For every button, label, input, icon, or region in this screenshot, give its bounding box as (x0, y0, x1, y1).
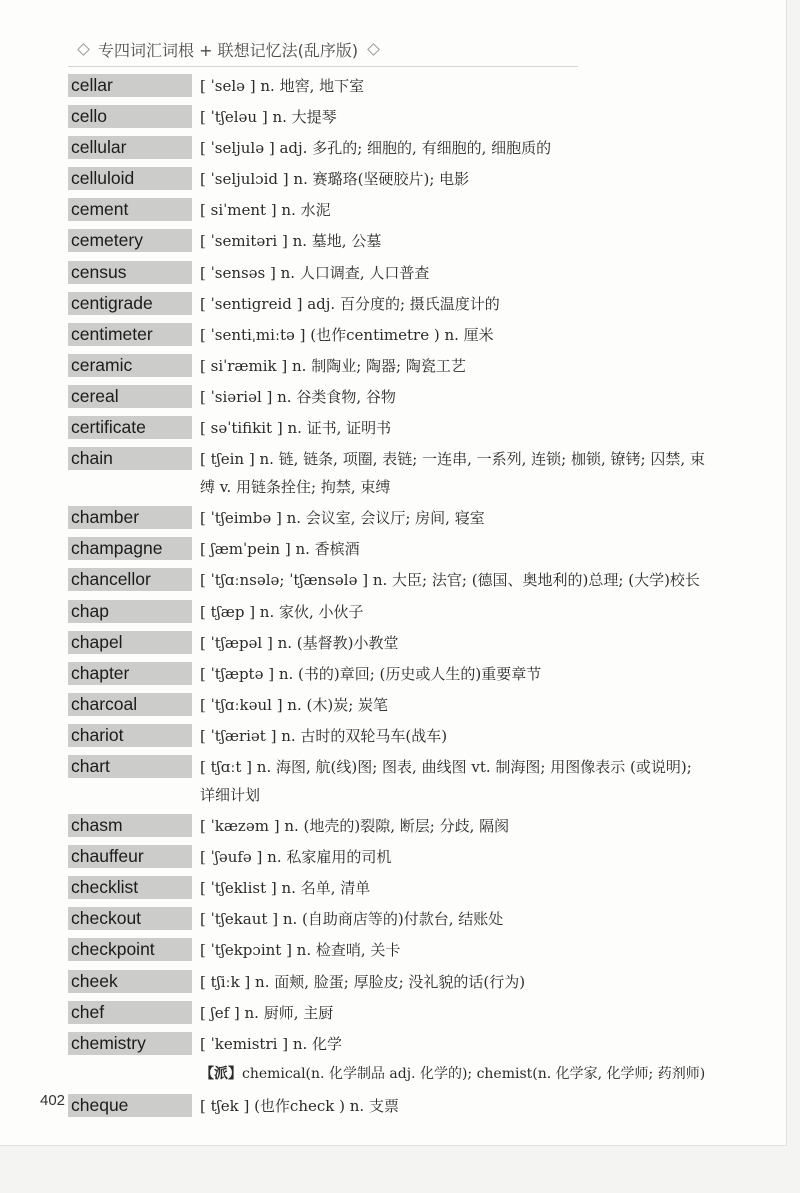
definition: [ siˈment ] n. 水泥 (200, 201, 331, 220)
definition: [ ˈsiəriəl ] n. 谷类食物, 谷物 (200, 387, 396, 406)
definition: [ ˈtʃæptə ] n. (书的)章回; (历史或人生的)重要章节 (200, 664, 542, 683)
definition: [ ˈsentigreid ] adj. 百分度的; 摄氏温度计的 (200, 294, 500, 313)
headword: champagne (68, 537, 192, 560)
headword: chemistry (68, 1032, 192, 1055)
headword: chamber (68, 506, 192, 529)
vocab-entry (68, 261, 708, 287)
definition: [ ˈtʃeklist ] n. 名单, 清单 (200, 879, 371, 898)
definition: [ tʃæp ] n. 家伙, 小伙子 (200, 602, 364, 621)
definition: [ tʃein ] n. 链, 链条, 项圈, 表链; 一连串, 一系列, 连锁; 枷锁, 镣铐; 囚禁, 束缚 v. 用链条拴住; 拘禁, 束缚 (200, 450, 705, 497)
headword: chauffeur (68, 845, 192, 868)
definition: [ ˈtʃeləu ] n. 大提琴 (200, 108, 337, 127)
definition: [ səˈtifikit ] n. 证书, 证明书 (200, 419, 392, 438)
vocab-entry (68, 755, 708, 809)
definition: [ tʃiːk ] n. 面颊, 脸蛋; 厚脸皮; 没礼貌的话(行为) (200, 972, 526, 991)
definition: [ ˈsensəs ] n. 人口调查, 人口普查 (200, 263, 430, 282)
definition: [ siˈræmik ] n. 制陶业; 陶器; 陶瓷工艺 (200, 356, 466, 375)
headword: checkout (68, 907, 192, 930)
vocab-entry (68, 1001, 708, 1027)
headword: cellular (68, 136, 192, 159)
headword: chapel (68, 631, 192, 654)
derivative-note (200, 1061, 708, 1087)
vocab-entry (68, 323, 708, 349)
vocab-entry (68, 876, 708, 902)
vocab-entry (68, 537, 708, 563)
headword: chapter (68, 662, 192, 685)
vocab-entry (68, 292, 708, 318)
definition: [ ˈtʃɑːnsələ; ˈtʃænsələ ] n. 大臣; 法官; (德国、奥地利的)总理; (大学)校长 (200, 571, 700, 590)
definition: [ ˈselə ] n. 地窖, 地下室 (200, 77, 365, 95)
diamond-ornament-icon (366, 42, 380, 56)
definition: [ ˈtʃæriət ] n. 古时的双轮马车(战车) (200, 726, 448, 745)
vocab-entry (68, 74, 708, 100)
headword: cellar (68, 74, 192, 97)
headword: chariot (68, 724, 192, 747)
definition: [ ʃef ] n. 厨师, 主厨 (200, 1003, 334, 1022)
headword: chart (68, 755, 192, 778)
page-number: 402 (40, 1092, 66, 1109)
definition: [ ʃæmˈpein ] n. 香槟酒 (200, 540, 360, 559)
headword: cheque (68, 1094, 192, 1117)
vocab-entry (68, 167, 708, 193)
vocab-entry (68, 447, 708, 501)
headword: checklist (68, 876, 192, 899)
derivative-text: chemical(n. 化学制品 adj. 化学的); chemist(n. 化学家, 化学师; 药剂师) (242, 1065, 706, 1082)
diamond-ornament-icon (76, 42, 90, 56)
definition: [ tʃɑːt ] n. 海图, 航(线)图; 图表, 曲线图 vt. 制海图; 用图像表示 (或说明); 详细计划 (200, 757, 692, 804)
definition: [ ˈtʃekpɔint ] n. 检查哨, 关卡 (200, 941, 401, 960)
vocab-entry (68, 568, 708, 594)
definition: [ ˈsentiˌmiːtə ] (也作centimetre ) n. 厘米 (200, 325, 494, 344)
vocab-entry (68, 938, 708, 964)
header-divider (68, 66, 578, 67)
headword: chasm (68, 814, 192, 837)
vocab-entry (68, 662, 708, 688)
vocab-entry (68, 105, 708, 131)
vocab-entry (68, 354, 708, 380)
vocab-entry (68, 814, 708, 840)
vocab-entry (68, 724, 708, 750)
vocab-entry (68, 136, 708, 162)
vocab-entry (68, 600, 708, 626)
vocab-entry (68, 693, 708, 719)
vocab-entry (68, 385, 708, 411)
vocab-entry (68, 506, 708, 532)
headword: cement (68, 198, 192, 221)
vocab-entry (68, 1032, 708, 1058)
headword: centimeter (68, 323, 192, 346)
headword: checkpoint (68, 938, 192, 961)
definition: [ ˈtʃɑːkəul ] n. (木)炭; 炭笔 (200, 695, 389, 714)
running-header-title: 专四词汇词根 + 联想记忆法(乱序版) (98, 40, 359, 60)
definition: [ ˈtʃæpəl ] n. (基督教)小教堂 (200, 633, 399, 652)
headword: census (68, 261, 192, 284)
running-header (68, 36, 388, 62)
derivative-tag: 【派】 (200, 1065, 242, 1082)
headword: chain (68, 447, 192, 470)
vocab-entry (68, 416, 708, 442)
definition: [ ˈsemitəri ] n. 墓地, 公墓 (200, 232, 382, 251)
headword: cello (68, 105, 192, 128)
headword: cheek (68, 970, 192, 993)
headword: chancellor (68, 568, 192, 591)
vocab-entry (68, 631, 708, 657)
definition: [ ˈkæzəm ] n. (地壳的)裂隙, 断层; 分歧, 隔阂 (200, 817, 510, 836)
definition: [ ˈtʃeimbə ] n. 会议室, 会议厅; 房间, 寝室 (200, 509, 485, 528)
definition: [ ˈseljulɔid ] n. 赛璐珞(坚硬胶片); 电影 (200, 170, 470, 189)
vocab-entry (68, 845, 708, 871)
headword: chap (68, 600, 192, 623)
definition: [ ˈtʃekaut ] n. (自助商店等的)付款台, 结账处 (200, 910, 504, 929)
headword: ceramic (68, 354, 192, 377)
headword: chef (68, 1001, 192, 1024)
vocab-entry (68, 1094, 708, 1120)
headword: cereal (68, 385, 192, 408)
vocab-entry (68, 198, 708, 224)
definition: [ tʃek ] (也作check ) n. 支票 (200, 1096, 399, 1115)
vocabulary-list (68, 74, 708, 1125)
headword: celluloid (68, 167, 192, 190)
headword: certificate (68, 416, 192, 439)
definition: [ ˈkemistri ] n. 化学 (200, 1034, 343, 1053)
vocab-entry (68, 970, 708, 996)
headword: cemetery (68, 229, 192, 252)
headword: charcoal (68, 693, 192, 716)
headword: centigrade (68, 292, 192, 315)
vocab-entry (68, 229, 708, 255)
definition: [ ˈseljulə ] adj. 多孔的; 细胞的, 有细胞的, 细胞质的 (200, 139, 552, 158)
definition: [ ˈʃəufə ] n. 私家雇用的司机 (200, 848, 392, 867)
vocab-entry (68, 907, 708, 933)
